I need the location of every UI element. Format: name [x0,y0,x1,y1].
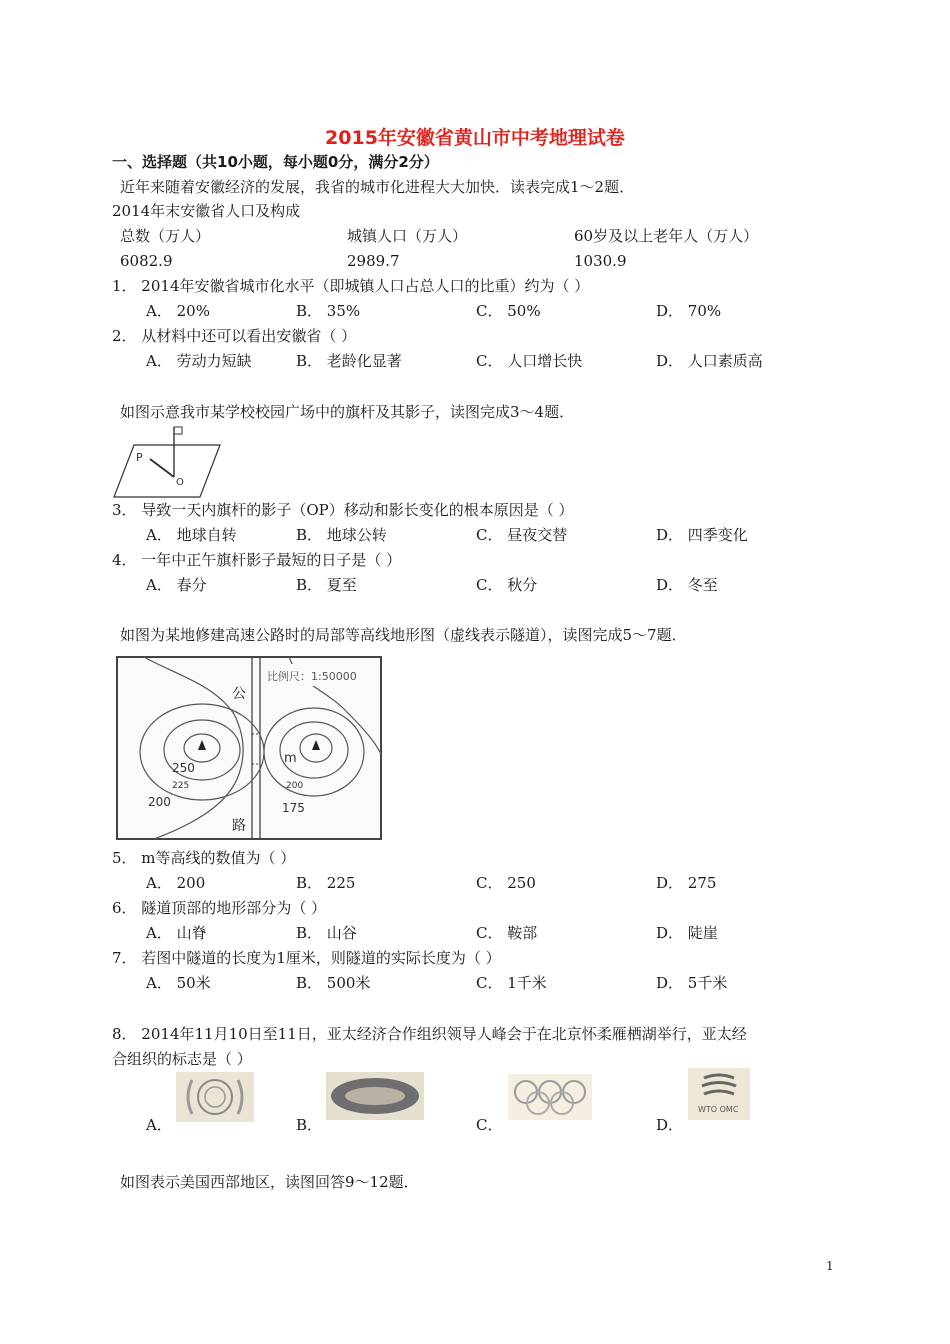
un-logo-icon [176,1072,254,1122]
question-stem: 2． 从材料中还可以看出安徽省（ ） [112,327,357,345]
option: D． 四季变化 [656,526,748,544]
option: C． 昼夜交替 [476,526,568,544]
question-stem: 4． 一年中正午旗杆影子最短的日子是（ ） [112,551,402,569]
question-stem: 合组织的标志是（ ） [112,1050,252,1068]
point-p-label: P [136,451,143,464]
question-stem: 8． 2014年11月10日至11日，亚太经济合作组织领导人峰会于在北京怀柔雁栖湖举行，亚太经 [112,1025,747,1043]
wto-logo-icon [688,1068,750,1120]
option: A． 山脊 [146,924,207,942]
question-stem: 3． 导致一天内旗杆的影子（OP）移动和影长变化的根本原因是（ ） [112,501,574,519]
table-cell: 2989.7 [347,252,400,270]
road-label: 公 [232,686,246,702]
option: D． [656,1116,684,1134]
option: B． 夏至 [296,576,357,594]
option: C． [476,1116,503,1134]
question-stem: 5． m等高线的数值为（ ） [112,849,296,867]
table-cell: 6082.9 [120,252,173,270]
option: A． 春分 [146,576,207,594]
contour-map [114,654,384,842]
intro-text: 近年来随着安徽经济的发展，我省的城市化进程大大加快．读表完成1～2题． [120,178,635,196]
option: B． 老龄化显著 [296,352,402,370]
option: A． 20% [146,302,210,320]
option: C． 250 [476,874,536,892]
option: C． 秋分 [476,576,538,594]
apec-logo-icon [326,1072,424,1120]
shadow-line [150,459,174,477]
table-header: 总数（万人） [120,227,211,245]
table-cell: 1030.9 [574,252,627,270]
intro-text: 如图示意我市某学校校园广场中的旗杆及其影子，读图完成3～4题． [120,403,575,421]
contour-value: 225 [172,781,190,791]
option: D． 人口素质高 [656,352,763,370]
option: D． 5千米 [656,974,728,992]
contour-value: 200 [286,781,304,791]
option: D． 陡崖 [656,924,718,942]
option: A． 地球自转 [146,526,237,544]
question-stem: 1． 2014年安徽省城市化水平（即城镇人口占总人口的比重）约为（ ） [112,277,590,295]
intro-text: 如图为某地修建高速公路时的局部等高线地形图（虚线表示隧道），读图完成5～7题． [120,626,687,644]
option: C． 1千米 [476,974,547,992]
option: C． 鞍部 [476,924,538,942]
table-header: 城镇人口（万人） [347,227,468,245]
option: D． 冬至 [656,576,718,594]
wto-logo-text: WTO OMC [698,1105,739,1114]
option: D． 70% [656,302,722,320]
page-number: 1 [826,1259,834,1273]
option: A． 劳动力短缺 [146,352,252,370]
contour-value: 175 [282,801,305,815]
option: A． [146,1116,172,1134]
road-label: 路 [232,818,246,834]
point-o-label: O [176,477,184,488]
table-caption: 2014年末安徽省人口及构成 [112,202,301,220]
table-header: 60岁及以上老年人（万人） [574,227,759,245]
intro-text: 如图表示美国西部地区，读图回答9～12题． [120,1173,419,1191]
option: B． [296,1116,323,1134]
option: B． 500米 [296,974,371,992]
flag [174,427,182,434]
option: D． 275 [656,874,717,892]
olympic-rings-icon [508,1074,592,1120]
contour-value: 250 [172,761,195,775]
option: B． 地球公转 [296,526,387,544]
question-stem: 6． 隧道顶部的地形部分为（ ） [112,899,327,917]
flagpole-figure [112,423,222,499]
page-title: 2015年安徽省黄山市中考地理试卷 [325,127,625,149]
section-heading: 一、选择题（共10小题，每小题0分，满分2分） [112,153,439,171]
option: B． 35% [296,302,361,320]
option: A． 200 [146,874,206,892]
option: A． 50米 [146,974,211,992]
option: C． 50% [476,302,541,320]
option: B． 山谷 [296,924,357,942]
option: B． 225 [296,874,356,892]
map-scale: 比例尺：1:50000 [267,670,357,683]
contour-value: 200 [148,795,171,809]
contour-value-m: m [284,751,297,766]
question-stem: 7． 若图中隧道的长度为1厘米，则隧道的实际长度为（ ） [112,949,501,967]
option: C． 人口增长快 [476,352,583,370]
